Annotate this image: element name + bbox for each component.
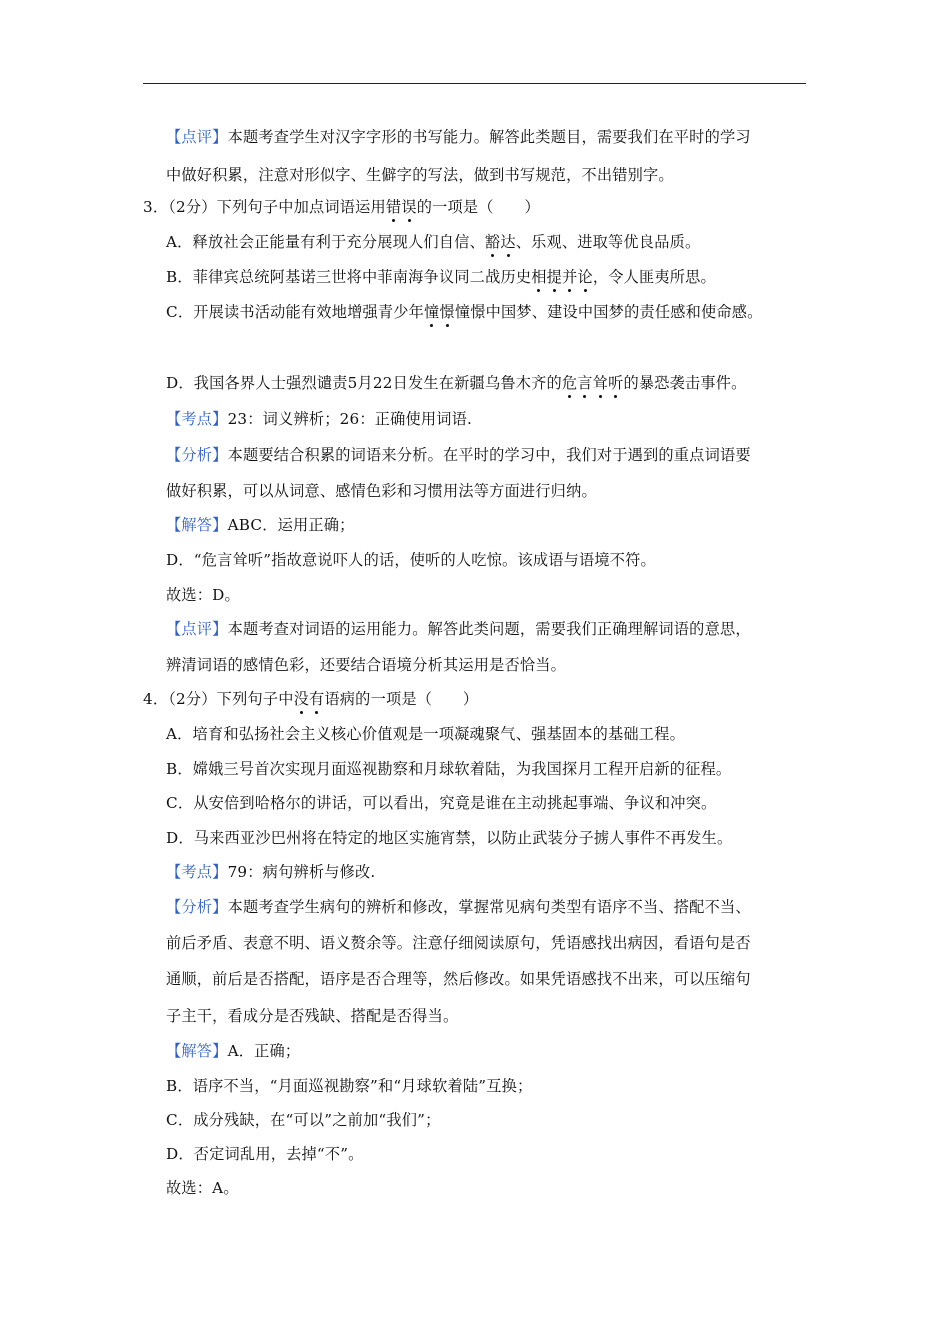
emphasis-dot-char: 提	[546, 268, 563, 286]
emphasis-dot-char: 并	[562, 268, 578, 286]
analysis-tag: 【分析】	[166, 446, 228, 464]
emphasis-dot-char: 相	[531, 268, 547, 286]
comment-tag: 【点评】	[166, 620, 228, 638]
q3-comment-line-2: 辨清词语的感情色彩，还要结合语境分析其运用是否恰当。	[166, 656, 567, 674]
answer-tag: 【解答】	[166, 516, 228, 534]
emphasis-dot-char: 言	[577, 374, 593, 392]
answer-tag: 【解答】	[166, 1042, 228, 1060]
emphasis-dot-char: 听	[608, 374, 624, 392]
q4-analysis-line-3: 通顺，前后是否搭配，语序是否合理等，然后修改。如果凭语感找不出来，可以压缩句	[166, 970, 751, 988]
q3-knowledge-point: 【考点】23：词义辨析；26：正确使用词语.	[166, 410, 473, 428]
q3-choice: 故选：D。	[166, 586, 240, 604]
comment-tag: 【点评】	[166, 128, 228, 146]
q4-option-c: C．从安倍到哈格尔的讲话，可以看出，究竟是谁在主动挑起事端、争议和冲突。	[166, 794, 717, 812]
q3-option-a: A．释放社会正能量有利于充分展现人们自信、豁达、乐观、进取等优良品质。	[166, 233, 701, 251]
q3-analysis-line-2: 做好积累，可以从词意、感情色彩和习惯用法等方面进行归纳。	[166, 482, 597, 500]
q3-option-c: C．开展读书活动能有效地增强青少年憧憬憧憬中国梦、建设中国梦的责任感和使命感。	[166, 303, 763, 321]
q3-stem: 3．（2分）下列句子中加点词语运用错误的一项是（ ）	[143, 198, 540, 216]
header-rule	[143, 83, 806, 84]
q2-comment-line-1: 【点评】本题考查学生对汉字字形的书写能力。解答此类题目，需要我们在平时的学习	[166, 128, 751, 146]
q3-answer-line-1: 【解答】ABC．运用正确；	[166, 516, 355, 534]
q4-analysis-line-2: 前后矛盾、表意不明、语义赘余等。注意仔细阅读原句，凭语感找出病因，看语句是否	[166, 934, 751, 952]
emphasis-dot-char: 豁	[484, 233, 501, 251]
analysis-tag: 【分析】	[166, 898, 228, 916]
emphasis-dot-char: 论	[577, 268, 593, 286]
emphasis-dot-char: 危	[561, 374, 578, 392]
q4-answer-line-3: C．成分残缺，在“可以”之前加“我们”；	[166, 1111, 441, 1129]
emphasis-dot-char: 错	[385, 198, 402, 216]
q3-option-b: B．菲律宾总统阿基诺三世将中菲南海争议同二战历史相提并论，令人匪夷所思。	[166, 268, 716, 286]
q3-analysis-line-1: 【分析】本题要结合积累的词语来分析。在平时的学习中，我们对于遇到的重点词语要	[166, 446, 751, 464]
emphasis-dot-char: 没	[293, 690, 310, 708]
q4-option-a: A．培育和弘扬社会主义核心价值观是一项凝魂聚气、强基固本的基础工程。	[166, 725, 685, 743]
emphasis-dot-char: 有	[309, 690, 325, 708]
emphasis-dot-char: 误	[401, 198, 417, 216]
knowledge-tag: 【考点】	[166, 410, 228, 428]
q4-option-d: D．马来西亚沙巴州将在特定的地区实施宵禁，以防止武装分子掳人事件不再发生。	[166, 829, 733, 847]
q4-answer-line-1: 【解答】A．正确；	[166, 1042, 301, 1060]
q2-comment-line-2: 中做好积累，注意对形似字、生僻字的写法，做到书写规范，不出错别字。	[166, 166, 674, 184]
q4-answer-line-4: D．否定词乱用，去掉“不”。	[166, 1145, 364, 1163]
emphasis-dot-char: 憧	[424, 303, 440, 321]
q4-analysis-line-1: 【分析】本题考查学生病句的辨析和修改，掌握常见病句类型有语序不当、搭配不当、	[166, 898, 751, 916]
q4-knowledge-point: 【考点】79：病句辨析与修改.	[166, 863, 376, 881]
q4-analysis-line-4: 子主干，看成分是否残缺、搭配是否得当。	[166, 1007, 459, 1025]
q4-option-b: B．嫦娥三号首次实现月面巡视勘察和月球软着陆，为我国探月工程开启新的征程。	[166, 760, 732, 778]
q4-answer-line-2: B．语序不当，“月面巡视勘察”和“月球软着陆”互换；	[166, 1077, 533, 1095]
q3-answer-line-2: D．“危言耸听”指故意说吓人的话，使听的人吃惊。该成语与语境不符。	[166, 551, 656, 569]
q3-comment-line-1: 【点评】本题考查对词语的运用能力。解答此类问题，需要我们正确理解词语的意思，	[166, 620, 751, 638]
emphasis-dot-char: 达	[500, 233, 516, 251]
emphasis-dot-char: 憬	[439, 303, 455, 321]
q4-stem: 4．（2分）下列句子中没有语病的一项是（ ）	[143, 690, 479, 708]
knowledge-tag: 【考点】	[166, 863, 228, 881]
emphasis-dot-char: 耸	[592, 374, 609, 392]
q4-choice: 故选：A。	[166, 1179, 239, 1197]
q3-option-d: D．我国各界人士强烈谴责5月22日发生在新疆乌鲁木齐的危言耸听的暴恐袭击事件。	[166, 374, 747, 392]
